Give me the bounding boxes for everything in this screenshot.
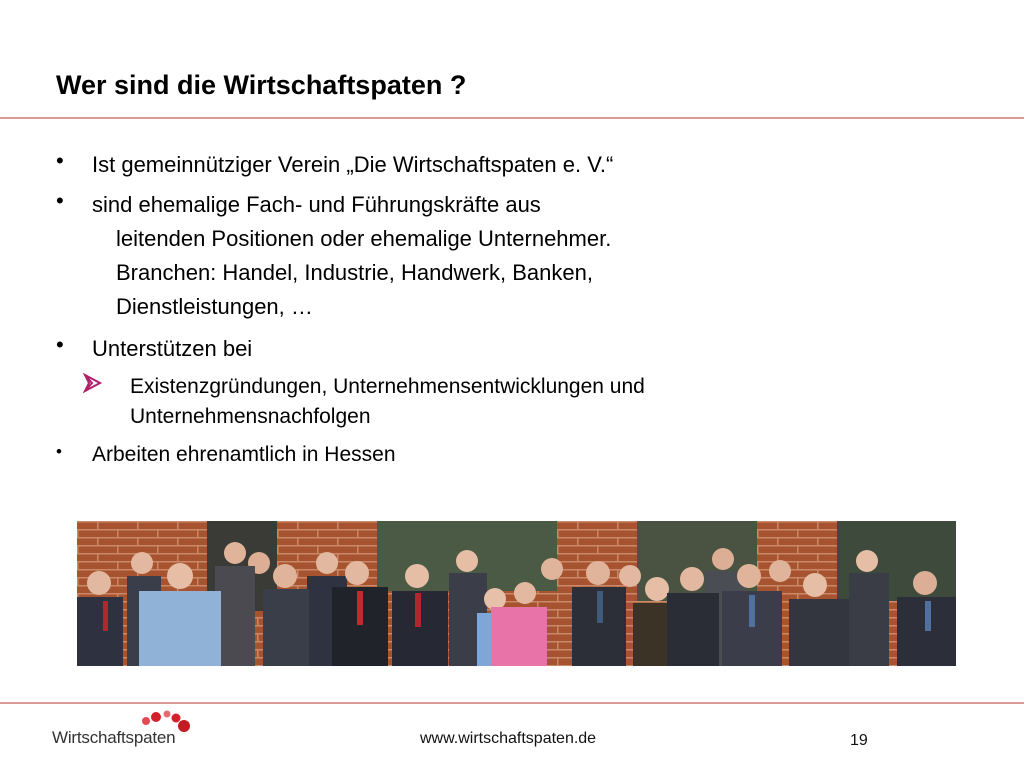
bullet-item-5 — [56, 440, 396, 470]
bullet-line: sind ehemalige Fach- und Führungskräfte aus — [92, 192, 541, 217]
wirtschaftspaten-logo — [52, 710, 212, 750]
bullet-marker: • — [56, 442, 62, 461]
bullet-text — [92, 188, 611, 324]
sub-bullet-item — [82, 372, 645, 432]
bullet-line: Branchen: Handel, Industrie, Handwerk, Banken, — [116, 260, 593, 285]
group-photo — [77, 521, 956, 666]
arrow-checkmark-icon — [82, 372, 130, 432]
footer-url: www.wirtschaftspaten.de — [420, 730, 597, 747]
bullet-marker: • — [56, 188, 64, 213]
bullet-item-1 — [56, 148, 613, 182]
bullet-item-2 — [56, 188, 611, 324]
bullet-text: Arbeiten ehrenamtlich in Hessen — [92, 443, 396, 466]
logo-text: Wirtschaftspaten — [52, 728, 176, 747]
sub-bullet-text — [130, 372, 645, 432]
footer-divider — [0, 702, 1024, 704]
page-number: 19 — [850, 732, 868, 749]
bullet-line: Dienstleistungen, … — [116, 294, 313, 319]
bullet-line: leitenden Positionen oder ehemalige Unternehmer. — [116, 226, 612, 251]
sub-bullet-line: Unternehmensnachfolgen — [130, 405, 371, 428]
bullet-text: Ist gemeinnütziger Verein „Die Wirtschaftspaten e. V.“ — [92, 152, 614, 177]
bullet-marker: • — [56, 148, 64, 173]
bullet-item-3 — [56, 332, 252, 366]
title-divider — [0, 117, 1024, 119]
sub-bullet-line: Existenzgründungen, Unternehmensentwicklungen und — [130, 375, 645, 398]
bullet-marker: • — [56, 332, 64, 357]
bullet-text: Unterstützen bei — [92, 336, 253, 361]
slide-title: Wer sind die Wirtschaftspaten ? — [56, 70, 467, 100]
